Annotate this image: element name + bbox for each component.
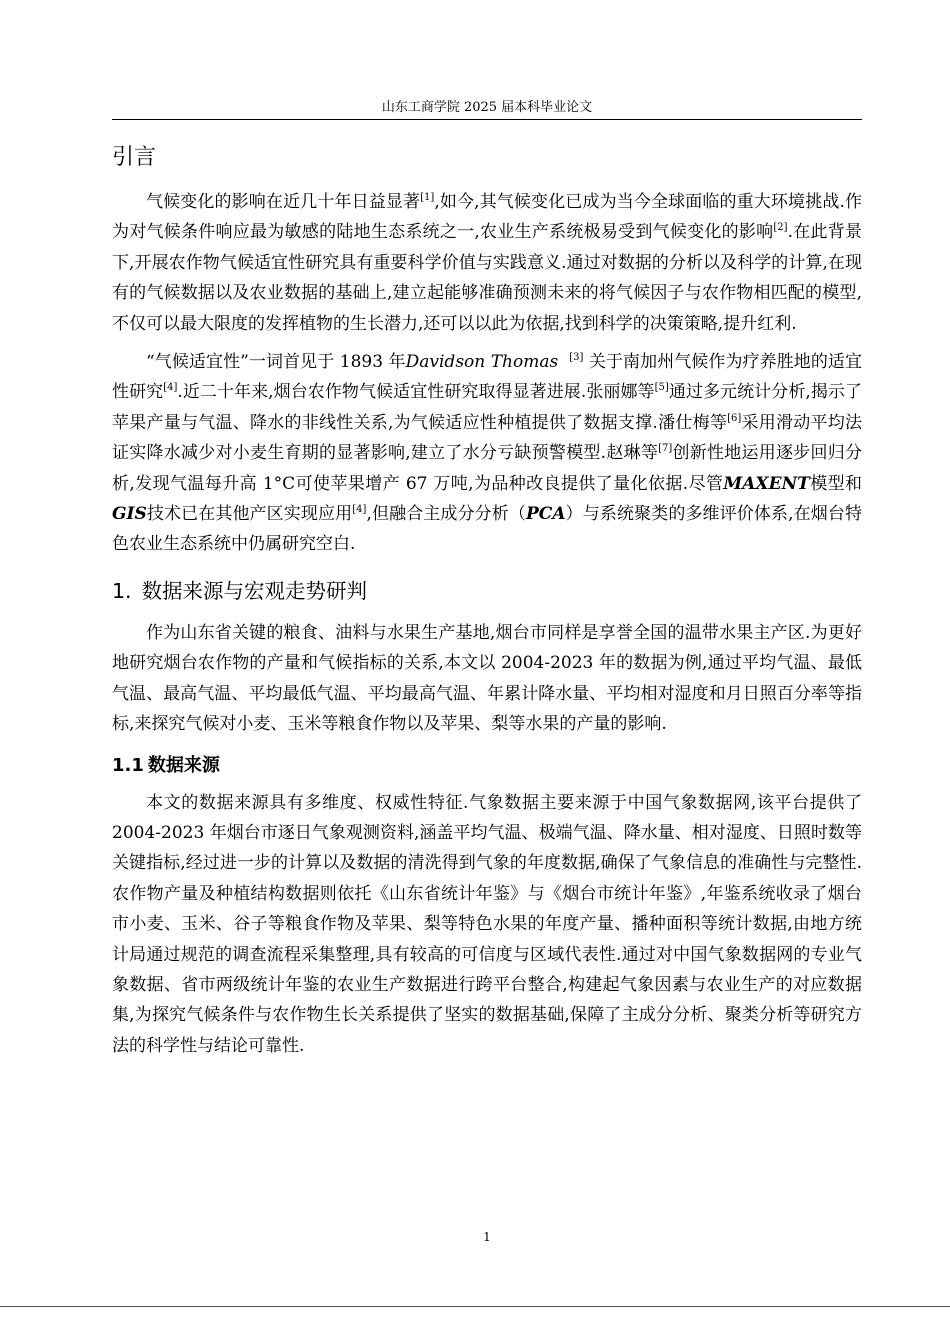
subsection-number: 1.1 [112,754,144,776]
text-run: ,但融合主成分分析（ [366,504,526,525]
text-run: .在此背景下,开展农作物气候适宜性研究具有重要科学价值与实践意义.通过对数据的分析以及科学的计算,在现有的气候数据以及农业数据的基础上,建立起能够准确预测未来的将气候因子与农作物相匹配的模型,不仅可以最大限度的发挥植物的生长潜力,还可以以此为依据,找到科学的决策策略,提升红利. [112,222,863,334]
bottom-rule [0,1306,950,1307]
term-pca: PCA [526,504,566,525]
text-run: 技术已在其他产区实现应用 [146,504,353,525]
intro-heading: 引言 [112,145,157,170]
section-1-paragraph: 作为山东省关键的粮食、油料与水果生产基地,烟台市同样是享誉全国的温带水果主产区.为更好地研究烟台农作物的产量和气候指标的关系,本文以 2004-2023 年的数据为例,通过平均气温、最低气温、最高气温、平均最低气温、平均最高气温、年累计降水量、平均相对湿度和月日照百分率等指标,来探究气候对小麦、玉米等粮食作物以及苹果、梨等水果的产量的影响. [112,622,862,735]
text-run: ）与系统聚类的多维评价体系,在烟台特色农业生态系统中仍属研究空白. [112,504,863,555]
text-run: 气候变化的影响在近几十年日益显著 [146,192,421,212]
section-title: 数据来源与宏观走势研判 [141,578,368,603]
citation: [5] [654,382,669,394]
text-run: 通过多元统计分析,揭示了苹果产量与气温、降水的非线性关系,为气候适应性种植提供了数据支撑.潘仕梅等 [112,382,862,433]
citation: [2] [773,222,788,234]
running-header: 山东工商学院 2025 届本科毕业论文 [381,100,593,115]
text-run: 采用滑动平均法证实降水减少对小麦生育期的显著影响,建立了水分亏缺预警模型.赵琳等 [112,412,863,464]
citation: [1] [420,192,435,203]
citation: [4] [163,382,178,394]
text-run: ,如今,其气候变化已成为当今全球面临的重大环境挑战.作为对气候条件响应最为敏感的陆地生态系统之一,农业生产系统极易受到气候变化的影响 [112,192,862,243]
page-content [112,143,862,1069]
citation: [6] [727,412,742,424]
subsection-1-1-paragraph: 本文的数据来源具有多维度、权威性特征.气象数据主要来源于中国气象数据网,该平台提供了 2004-2023 年烟台市逐日气象观测资料,涵盖平均气温、极端气温、降水量、相对湿度、日照时数等关键指标,经过进一步的计算以及数据的清洗得到气象的年度数据,确保了气象信息的准确性与完整性.农作物产量及种植结构数据则依托《山东省统计年鉴》与《烟台市统计年鉴》,年鉴系统收录了烟台市小麦、玉米、谷子等粮食作物及苹果、梨等特色水果的年度产量、播种面积等统计数据,由地方统计局通过规范的调查流程采集整理,具有较高的可信度与区域代表性.通过对中国气象数据网的专业气象数据、省市两级统计年鉴的农业生产数据进行跨平台整合,构建起气象因素与农业生产的对应数据集,为探究气候条件与农作物生长关系提供了坚实的数据基础,保障了主成分分析、聚类分析等研究方法的科学性与结论可靠性. [112,792,862,1056]
term-maxent: MAXENT [723,473,810,494]
section-1-heading [112,576,862,606]
section-number: 1. [112,578,132,603]
subsection-1-1-heading [112,752,862,780]
term-gis: GIS [112,504,147,525]
subsection-title: 数据来源 [147,754,220,776]
text-run: .近二十年来,烟台农作物气候适宜性研究取得显著进展.张丽娜等 [177,382,655,403]
citation: [3] [569,352,584,364]
text-run: 创新性地运用逐步回归分析,发现气温每升高 1°C可使苹果增产 67 万吨,为品种改良提供了量化依据.尽管 [112,443,863,494]
page-number: 1 [483,1230,491,1244]
citation: [7] [658,443,673,455]
text-run: “气候适宜性”一词首见于 1893 年 [146,352,406,373]
header-rule [112,119,862,120]
intro-paragraph-2 [112,347,862,560]
text-run: 模型和 [809,473,862,494]
intro-paragraph-1 [112,187,862,339]
citation: [4] [352,504,367,516]
author-name: Davidson Thomas [405,352,559,373]
text-run: 关于南加州气候作为疗养胜地的适宜性研究 [112,352,863,403]
